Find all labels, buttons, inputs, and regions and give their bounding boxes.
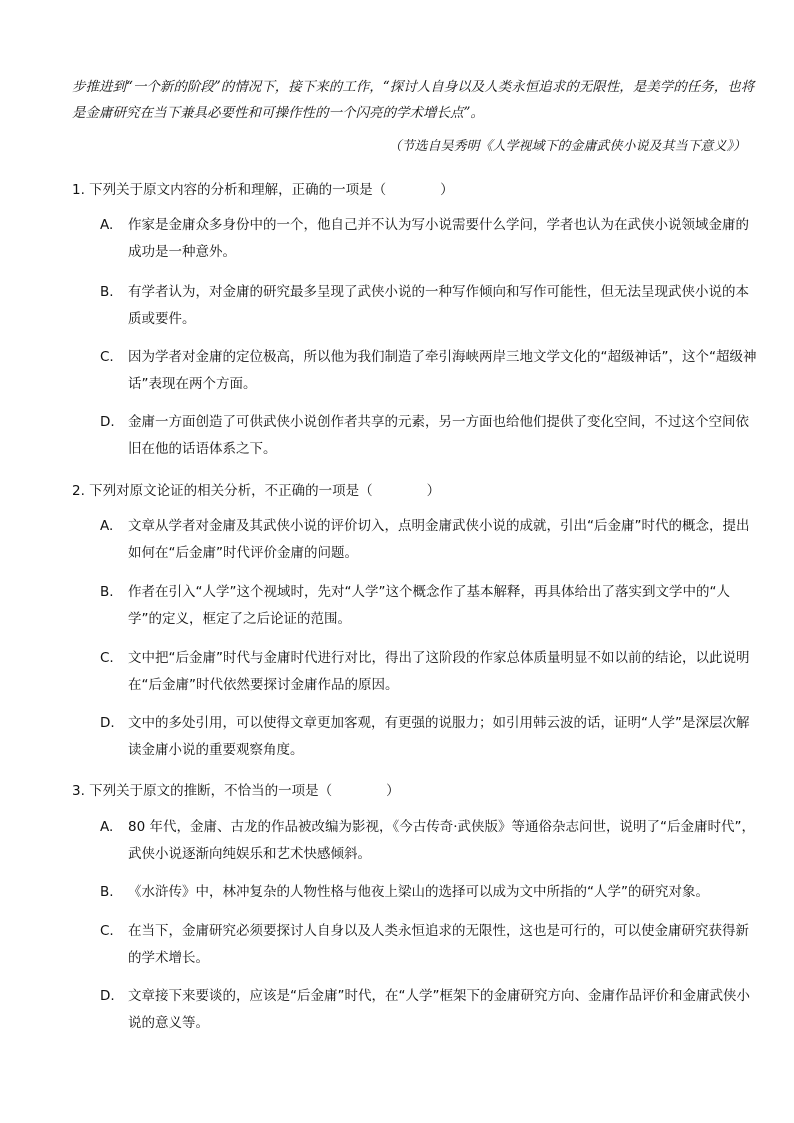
question-2-option-d bbox=[100, 710, 760, 764]
question-1-option-b bbox=[100, 279, 760, 333]
option-letter: D. bbox=[100, 988, 115, 1004]
option-text: 作家是金庸众多身份中的一个，他自己并不认为写小说需要什么学问，学者也认为在武侠小说领域金庸的成功是一种意外。 bbox=[128, 217, 749, 260]
question-1-option-c bbox=[100, 344, 760, 398]
option-letter: B. bbox=[100, 284, 114, 300]
question-3-option-d bbox=[100, 983, 760, 1037]
question-3-option-c bbox=[100, 918, 760, 972]
option-letter: C. bbox=[100, 923, 114, 939]
question-2-stem: 2. 下列对原文论证的相关分析，不正确的一项是（ ） bbox=[72, 483, 441, 499]
option-letter: A. bbox=[100, 819, 114, 835]
option-text: 文章接下来要谈的，应该是“后金庸”时代，在“人学”框架下的金庸研究方向、金庸作品评价和金庸武侠小说的意义等。 bbox=[128, 988, 750, 1031]
question-3-option-b bbox=[100, 879, 760, 906]
question-1-option-d bbox=[100, 409, 760, 463]
option-letter: A. bbox=[100, 518, 114, 534]
option-text: 有学者认为，对金庸的研究最多呈现了武侠小说的一种写作倾向和写作可能性，但无法呈现武侠小说的本质或要件。 bbox=[128, 284, 749, 327]
option-text: 金庸一方面创造了可供武侠小说创作者共享的元素，另一方面也给他们提供了变化空间，不过这个空间依旧在他的话语体系之下。 bbox=[128, 414, 749, 457]
option-text: 文中的多处引用，可以使得文章更加客观，有更强的说服力；如引用韩云波的话，证明“人学”是深层次解读金庸小说的重要观察角度。 bbox=[128, 715, 750, 758]
option-letter: D. bbox=[100, 715, 115, 731]
question-1-option-a bbox=[100, 212, 760, 266]
option-text: 80 年代，金庸、古龙的作品被改编为影视，《今古传奇·武侠版》等通俗杂志问世，说明了“后金庸时代”，武侠小说逐渐向纯娱乐和艺术快感倾斜。 bbox=[128, 819, 755, 862]
question-2-option-b bbox=[100, 579, 760, 633]
option-letter: D. bbox=[100, 414, 115, 430]
question-2-option-a bbox=[100, 513, 760, 567]
option-text: 在当下，金庸研究必须要探讨人自身以及人类永恒追求的无限性，这也是可行的，可以使金庸研究获得新的学术增长。 bbox=[128, 923, 749, 966]
question-2-option-c bbox=[100, 645, 760, 699]
option-text: 因为学者对金庸的定位极高，所以他为我们制造了牵引海峡两岸三地文学文化的“超级神话”，这个“超级神话”表现在两个方面。 bbox=[128, 349, 757, 392]
option-text: 《水浒传》中，林冲复杂的人物性格与他夜上梁山的选择可以成为文中所指的“人学”的研究对象。 bbox=[128, 884, 709, 900]
option-text: 作者在引入“人学”这个视域时，先对“人学”这个概念作了基本解释，再具体给出了落实到文学中的“人学”的定义，框定了之后论证的范围。 bbox=[128, 584, 730, 627]
question-3-option-a bbox=[100, 814, 760, 868]
option-letter: A. bbox=[100, 217, 114, 233]
option-text: 文中把“后金庸”时代与金庸时代进行对比，得出了这阶段的作家总体质量明显不如以前的结论，以此说明在“后金庸”时代依然要探讨金庸作品的原因。 bbox=[128, 650, 750, 693]
option-letter: C. bbox=[100, 349, 114, 365]
option-letter: B. bbox=[100, 884, 114, 900]
question-3-stem: 3. 下列关于原文的推断，不恰当的一项是（ ） bbox=[72, 783, 400, 799]
option-letter: B. bbox=[100, 584, 114, 600]
option-letter: C. bbox=[100, 650, 114, 666]
question-1-stem: 1. 下列关于原文内容的分析和理解，正确的一项是（ ） bbox=[72, 182, 454, 198]
source-citation: （节选自吴秀明《人学视域下的金庸武侠小说及其当下意义》） bbox=[388, 139, 746, 154]
intro-paragraph: 步推进到“一个新的阶段”的情况下，接下来的工作，“探讨人自身以及人类永恒追求的无限性，是美学的任务，也将是金庸研究在当下兼具必要性和可操作性的一个闪亮的学术增长点”。 bbox=[72, 79, 755, 121]
option-text: 文章从学者对金庸及其武侠小说的评价切入，点明金庸武侠小说的成就，引出“后金庸”时代的概念，提出如何在“后金庸”时代评价金庸的问题。 bbox=[128, 518, 750, 561]
